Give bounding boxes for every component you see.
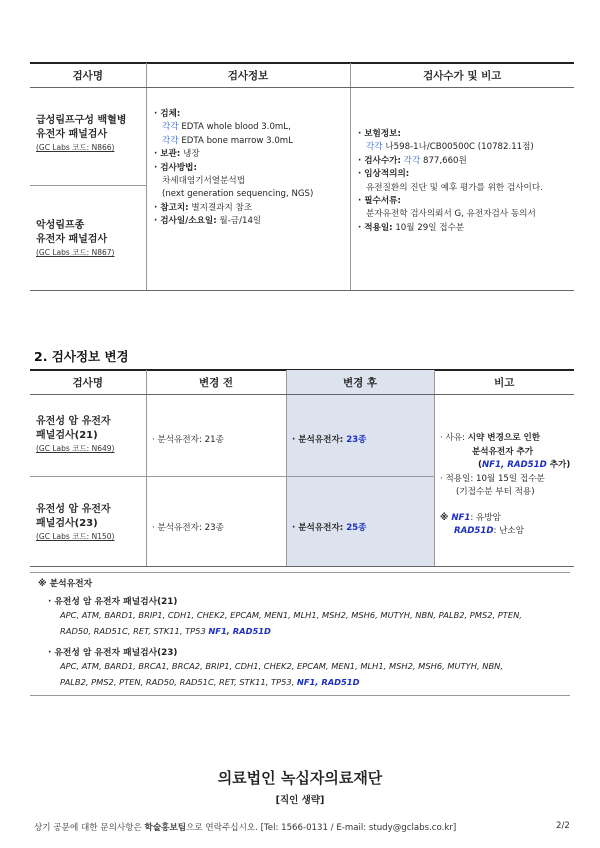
method-value-2: (next generation sequencing, NGS): [162, 189, 314, 200]
test-info-column: [148, 108, 354, 229]
table2-row-2-before: · 분석유전자: 23종: [152, 523, 224, 533]
each-label: 각각: [162, 122, 179, 133]
panel23-genes-line2: PALB2, PMS2, PTEN, RAD50, RAD51C, RET, STK11, TP53,: [60, 677, 297, 687]
table2-header-remarks: 비고: [434, 370, 574, 395]
analysis-genes-note: [30, 572, 570, 696]
panel21-added-genes: NF1, RAD51D: [208, 626, 271, 636]
storage-label: · 보관:: [154, 149, 181, 160]
documents-value: 분자유전학 검사의뢰서 G, 유전자검사 동의서: [366, 209, 536, 220]
table1-header-name: 검사명: [30, 63, 146, 88]
apply-date-2: (기접수분 부터 적용): [456, 487, 535, 497]
nf1-description: : 유방암: [470, 512, 501, 523]
clinical-value: 유전질환의 진단 및 예후 평가를 위한 검사이다.: [366, 182, 543, 193]
table1-header-fee: 검사수가 및 비고: [350, 63, 574, 88]
method-value-1: 차세대염기서열분석법: [162, 176, 246, 187]
apply-date-label: · 적용일:: [358, 222, 393, 233]
table2-row-1-after: [292, 433, 366, 445]
section2-title: 2. 검사정보 변경: [34, 349, 129, 364]
each-label: 각각: [162, 135, 179, 146]
each-label: 각각: [366, 142, 383, 153]
each-label: 각각: [403, 155, 421, 166]
table1-test-2: [36, 219, 146, 259]
test-name-line: 유전자 패널검사: [36, 129, 108, 140]
storage-value: 냉장: [180, 149, 200, 160]
panel21-genes-line1: APC, ATM, BARD1, BRIP1, CDH1, CHEK2, EPCAM, MEN1, MLH1, MSH2, MSH6, MUTYH, NBN, PALB2, PMS2, PTEN,: [60, 610, 522, 620]
test-name-line: 유전자 패널검사: [36, 234, 108, 245]
test-name-line: 유전성 암 유전자: [36, 416, 111, 427]
test-code: (GC Labs 코드: N866): [36, 143, 115, 152]
after-label: · 분석유전자:: [292, 523, 347, 533]
test-code: (GC Labs 코드: N867): [36, 248, 115, 257]
apply-date-1: · 적용일: 10월 15일 접수분: [440, 473, 545, 484]
rad51d-description: : 난소암: [493, 526, 525, 536]
fee-value: 877,660원: [420, 155, 467, 166]
test-info-table: [30, 63, 574, 88]
genes-note-title: ※ 분석유전자: [38, 579, 93, 589]
specimen-1: EDTA whole blood 3.0mL,: [178, 122, 291, 133]
method-label: · 검사방법:: [154, 162, 197, 173]
after-value: 23종: [346, 435, 367, 445]
table1-test-1: [36, 114, 146, 154]
rad51d-gene: RAD51D: [454, 526, 494, 536]
change-table: [30, 370, 574, 395]
table2-header-name: 검사명: [30, 370, 146, 395]
specimen-2: EDTA bone marrow 3.0mL: [178, 135, 293, 146]
test-name-line: 급성림프구성 백혈병: [36, 115, 127, 126]
insurance-value: 나598-1나/CB00500C (10782.11점): [382, 142, 534, 153]
fee-label: · 검사수가:: [358, 155, 401, 166]
table1-body: [30, 88, 574, 291]
contact-team: 학술홍보팀: [144, 823, 187, 833]
test-name-line: 패널검사(21): [36, 430, 98, 441]
panel21-title: · 유전성 암 유전자 패널검사(21): [48, 597, 178, 607]
table2-row-2-name: [36, 503, 146, 543]
panel23-genes-line1: APC, ATM, BARD1, BRCA1, BRCA2, BRIP1, CDH1, CHEK2, EPCAM, MEN1, MLH1, MSH2, MSH6, MUTYH, NBN,: [60, 661, 503, 671]
table2-header-after: 변경 후: [286, 370, 434, 395]
test-code: (GC Labs 코드: N649): [36, 444, 115, 453]
organization-name: 의료법인 녹십자의료재단: [217, 769, 383, 787]
note-mark: ※: [440, 512, 452, 523]
panel21-title-text: 유전성 암 유전자 패널검사(21): [54, 597, 178, 607]
table2-remarks: [440, 432, 574, 539]
reference-label: · 참고치:: [154, 202, 189, 213]
panel23-added-genes: NF1, RAD51D: [296, 677, 360, 687]
reason-text-1: 시약 변경으로 인한: [467, 433, 541, 443]
fee-remarks-column: [352, 128, 580, 235]
after-value: 25종: [346, 523, 367, 533]
table2-body: [30, 395, 574, 567]
contact-details: 으로 연락주십시오. [Tel: 1566-0131 / E-mail: study@gclabs.co.kr]: [186, 823, 457, 833]
seal-omitted: [직인 생략]: [275, 795, 325, 806]
insurance-label: · 보험정보:: [358, 129, 401, 139]
test-code: (GC Labs 코드: N150): [36, 532, 115, 541]
table2-row-1-before: · 분석유전자: 21종: [152, 435, 224, 445]
contact-prefix: 상기 공문에 대한 문의사항은: [34, 823, 145, 833]
test-name-line: 유전성 암 유전자: [36, 504, 111, 515]
days-value: 월-금/14일: [216, 216, 262, 227]
reason-label: · 사유:: [440, 433, 468, 443]
panel23-title: · 유전성 암 유전자 패널검사(23): [48, 648, 178, 658]
table1-header-info: 검사정보: [146, 63, 350, 88]
days-label: · 검사일/소요일:: [154, 216, 217, 227]
specimen-label: · 검체:: [154, 109, 181, 119]
panel23-genes: [60, 658, 570, 690]
apply-date-value: 10월 29일 접수분: [392, 222, 465, 233]
table2-row-2-after: [292, 521, 366, 533]
table2-row-1-name: [36, 415, 146, 455]
table2-header-before: 변경 전: [146, 370, 286, 395]
test-name-line: 악성림프종: [36, 220, 85, 231]
clinical-label: · 임상적의의:: [358, 169, 410, 180]
panel21-genes: [60, 607, 570, 639]
panel21-genes-line2: RAD50, RAD51C, RET, STK11, TP53: [60, 626, 209, 636]
after-label: · 분석유전자:: [292, 435, 347, 445]
reason-open: (: [478, 460, 482, 470]
nf1-gene: NF1: [451, 512, 471, 523]
reason-close: 추가): [546, 460, 571, 470]
reason-text-2: 분석유전자 추가: [472, 446, 534, 457]
test-name-line: 패널검사(23): [36, 518, 98, 529]
reason-genes: NF1, RAD51D: [481, 460, 547, 470]
documents-label: · 필수서류:: [358, 196, 401, 207]
reference-value: 별지결과지 참조: [188, 202, 253, 213]
page-number: 2/2: [556, 821, 570, 831]
contact-line: [34, 821, 534, 833]
panel23-title-text: 유전성 암 유전자 패널검사(23): [54, 648, 178, 658]
